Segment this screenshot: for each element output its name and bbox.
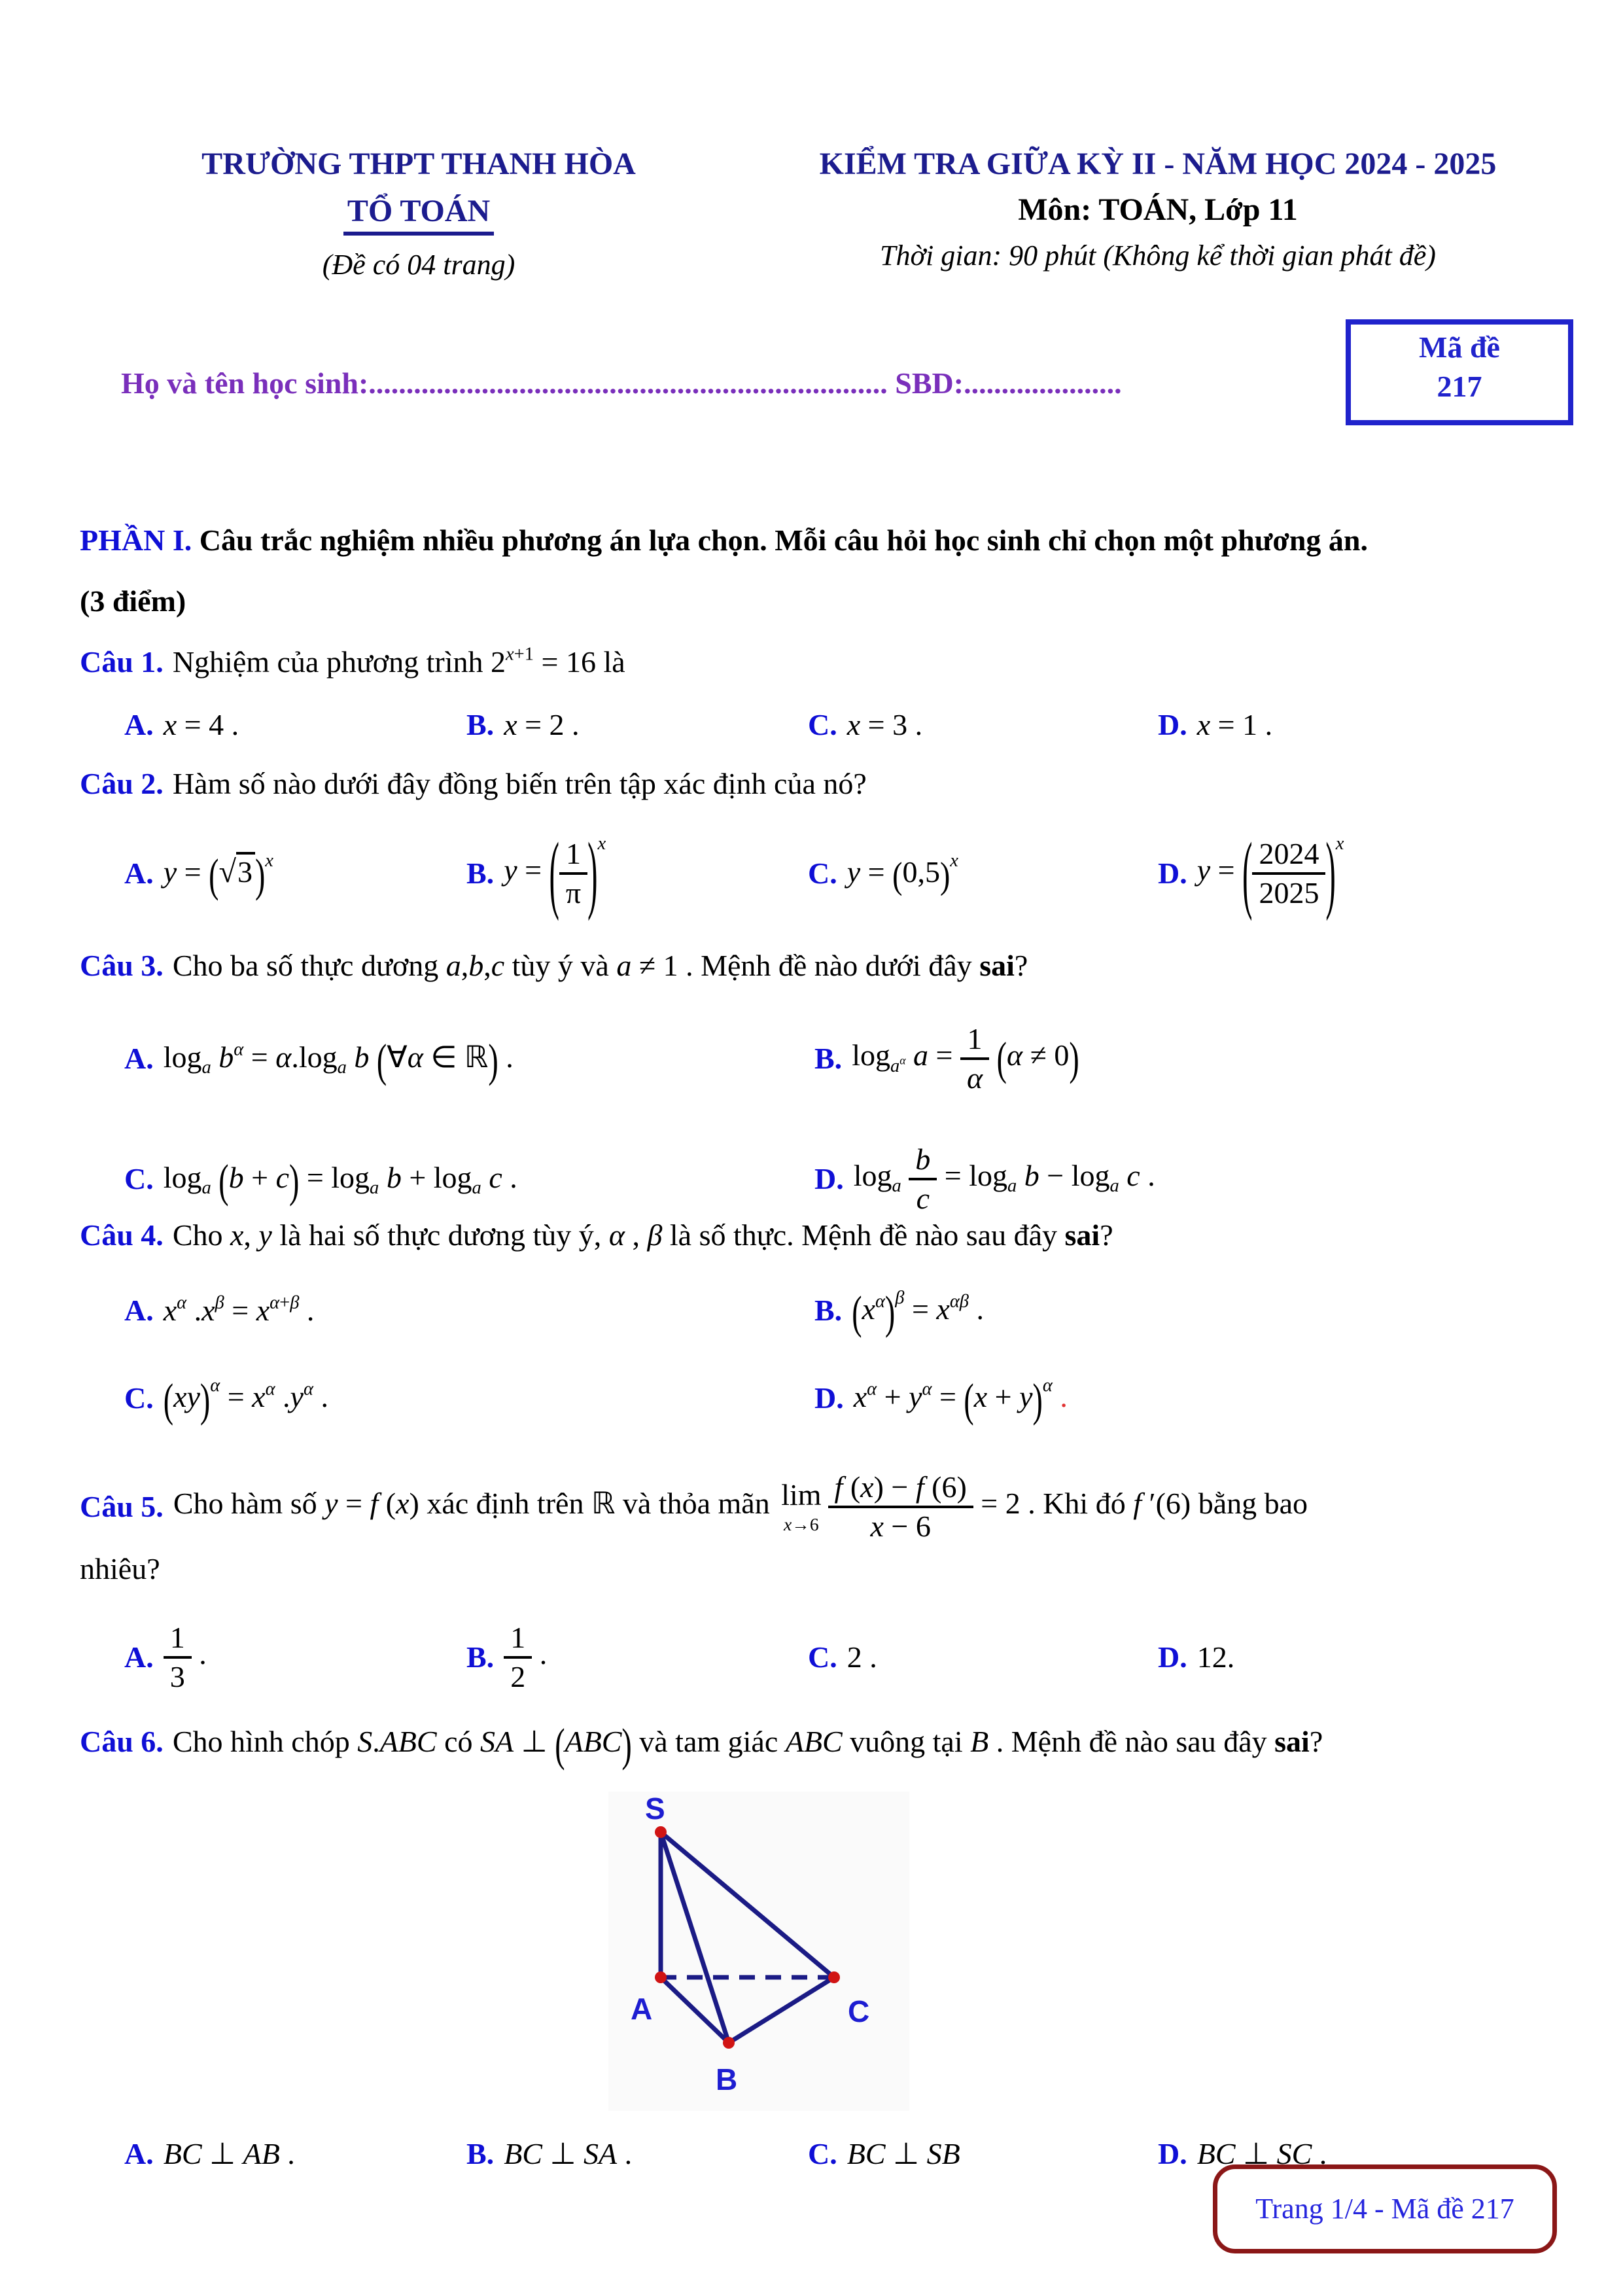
vertex-dot-A xyxy=(655,1971,667,1983)
school-name: TRƯỜNG THPT THANH HÒA xyxy=(201,147,636,181)
question-4-stem: Cho x, y là hai số thực dương tùy ý, α , β là số thực. Mệnh đề nào sau đây sai? xyxy=(172,1218,1113,1252)
question-3-label: Câu 3. xyxy=(80,949,164,982)
question-6-stem: Cho hình chóp S.ABC có SA ⊥ (ABC) và tam giác ABC vuông tại B . Mệnh đề nào sau đây sai? xyxy=(172,1718,1323,1771)
q4-option-c: C. $(xy)^\alpha = x^\alpha$ $.y^\alpha$ . xyxy=(124,1373,328,1426)
q1-option-c: C. x = 3 . xyxy=(808,708,923,742)
vertex-label-C: C xyxy=(848,1994,870,2028)
student-name-line: Họ và tên học sinh:..................................................................... SBD:..................... xyxy=(121,366,1122,400)
page-footer-text: Trang 1/4 - Mã đề 217 xyxy=(1255,2193,1514,2225)
q5-option-c: C. 2 . xyxy=(808,1640,877,1674)
question-4-label: Câu 4. xyxy=(80,1218,164,1252)
question-5-label: Câu 5. xyxy=(80,1490,164,1524)
department: TỔ TOÁN xyxy=(124,194,713,236)
exam-code-value: 217 xyxy=(1437,370,1482,403)
question-2-label: Câu 2. xyxy=(80,767,164,800)
pyramid-figure xyxy=(608,1792,909,2111)
question-6-label: Câu 6. xyxy=(80,1725,164,1758)
vertex-dot-C xyxy=(828,1971,840,1983)
q2-option-c: C. $y = (0,5)^x$ xyxy=(808,850,958,896)
part1-points: (3 điểm) xyxy=(80,584,186,618)
q2-option-a: A. $y = (√3)^x$ xyxy=(124,849,273,901)
exam-title: KIỂM TRA GIỮA KỲ II - NĂM HỌC 2024 - 2025 xyxy=(819,147,1497,181)
edge-BC xyxy=(729,1977,834,2043)
q3-option-b: B. $\log_{a^\alpha} a$ = $\frac{1}{\alpha}$ (α ≠ 0) xyxy=(814,1022,1079,1095)
q1-option-b: B. x = 2 . xyxy=(466,708,580,742)
exam-code-box xyxy=(1346,319,1573,425)
part1-text: Câu trắc nghiệm nhiều phương án lựa chọn. Mỗi câu hỏi học sinh chỉ chọn một phương án. xyxy=(192,523,1369,557)
q6-option-b: B. BC ⊥ SA . xyxy=(466,2137,633,2171)
question-1 xyxy=(80,645,625,679)
q6-option-c: C. BC ⊥ SB xyxy=(808,2137,960,2171)
question-2 xyxy=(80,767,867,801)
q5-option-b: B. $\frac{1}{2}$ . xyxy=(466,1621,548,1693)
part1-label: PHẦN I. xyxy=(80,523,192,557)
pages-note: (Đề có 04 trang) xyxy=(322,248,515,281)
q3-option-c: C. $\log_a (b + c) = \log_a b + \log_a c$ . xyxy=(124,1154,517,1207)
question-5 xyxy=(80,1451,1308,1563)
exam-duration: Thời gian: 90 phút (Không kể thời gian phát đề) xyxy=(880,239,1436,272)
q4-option-b: B. $(x^\alpha)^\beta = x^{\alpha\beta}$ . xyxy=(814,1286,984,1338)
exam-title-block xyxy=(733,147,1583,272)
exam-code-label: Mã đề xyxy=(1419,330,1500,364)
q3-option-d: D. $\log_a$ $\frac{b}{c}$ = $\log_a b - \log_a c$ . xyxy=(814,1142,1155,1215)
question-1-stem: Nghiệm của phương trình $2^{x+1} = 16$ là xyxy=(172,644,625,679)
question-5-stem: Cho hàm số y = f (x) xác định trên ℝ và thỏa mãn lim x→6 $\frac{f (x) - f (6)}{x - 6}$ = 2 . Khi đó f ′(6) bằng bao xyxy=(173,1470,1308,1543)
vertex-dot-B xyxy=(723,2037,735,2049)
question-2-stem: Hàm số nào dưới đây đồng biến trên tập xác định của nó? xyxy=(172,767,867,800)
question-4 xyxy=(80,1218,1113,1252)
vertex-label-A: A xyxy=(631,1992,653,2026)
pyramid-svg xyxy=(608,1792,909,2111)
vertex-label-B: B xyxy=(716,2062,738,2096)
question-6 xyxy=(80,1718,1323,1771)
q3-option-a: A. $\log_a b^\alpha = \alpha.\log_a$ b (∀α ∈ ℝ) . xyxy=(124,1034,514,1086)
q5-option-a: A. $\frac{1}{3}$ . xyxy=(124,1621,207,1693)
q4-option-a: A. $x^\alpha$ $.x^\beta = x^{\alpha+\beta}$ . xyxy=(124,1292,315,1328)
q1-option-d: D. x = 1 . xyxy=(1158,708,1273,742)
edge-SC xyxy=(661,1832,834,1977)
question-5-stem-line2: nhiêu? xyxy=(80,1552,160,1585)
q2-option-d: D. y = ( $\frac{2024}{2025}$ )$^x$ xyxy=(1158,824,1344,922)
question-3-stem: Cho ba số thực dương a,b,c tùy ý và a ≠ 1 . Mệnh đề nào dưới đây sai? xyxy=(172,949,1028,982)
q1-option-a: A. x = 4 . xyxy=(124,708,239,742)
exam-subject: Môn: TOÁN, Lớp 11 xyxy=(1018,192,1298,227)
q2-option-b: B. y = ( $\frac{1}{\pi}$ )$^x$ xyxy=(466,824,606,922)
q4-option-d: D. $x^\alpha + y^\alpha = (x + y)^\alpha$ . xyxy=(814,1373,1068,1426)
page-footer-box xyxy=(1213,2164,1557,2253)
q6-option-d: D. BC ⊥ SC . xyxy=(1158,2137,1327,2171)
q5-option-d: D. 12. xyxy=(1158,1640,1235,1674)
vertex-dot-S xyxy=(655,1826,667,1838)
question-3 xyxy=(80,949,1028,983)
school-block xyxy=(124,147,713,281)
q6-option-a: A. BC ⊥ AB . xyxy=(124,2137,295,2171)
part1-heading xyxy=(80,523,1368,557)
question-1-label: Câu 1. xyxy=(80,645,164,679)
vertex-label-S: S xyxy=(645,1792,665,1826)
